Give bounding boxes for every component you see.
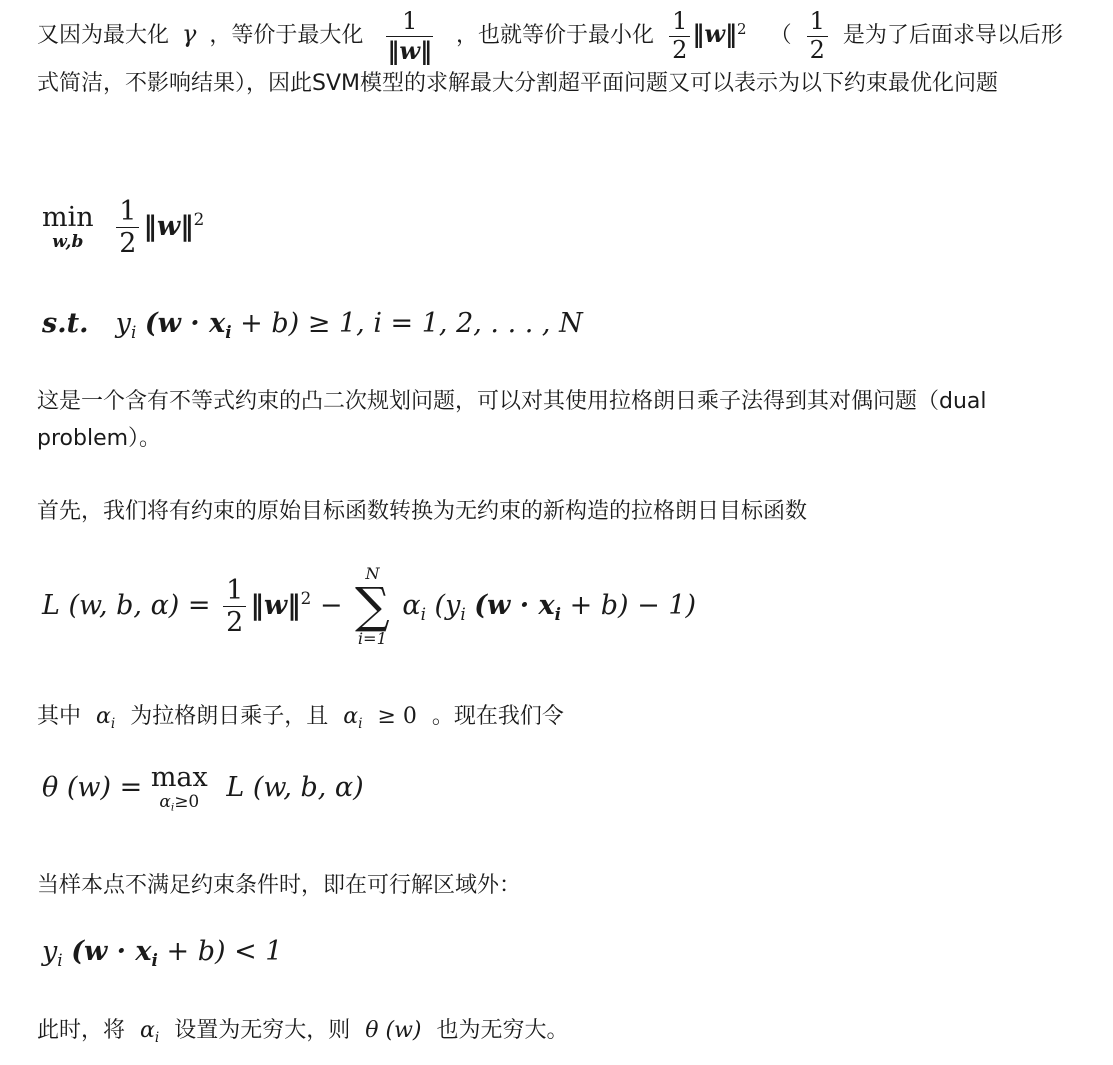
infinite-text-3: 也为无穷大。 bbox=[436, 1018, 569, 1043]
eq3-half-num: 1 bbox=[223, 575, 246, 607]
fraction-denominator: ‖w‖ bbox=[387, 35, 433, 65]
square-exponent: 2 bbox=[737, 19, 747, 38]
eq3-minus: − bbox=[319, 590, 343, 621]
eq3-dot: (w · x bbox=[474, 590, 555, 621]
infinite-text-2: 设置为无穷大，则 bbox=[174, 1018, 351, 1043]
eq1-square: 2 bbox=[193, 209, 205, 230]
paragraph-infinite bbox=[37, 1012, 1077, 1057]
fraction-numerator: 1 bbox=[386, 8, 433, 37]
p4-alpha: α bbox=[96, 704, 111, 729]
half2-denominator: 2 bbox=[809, 35, 825, 64]
min-subscript: w,b bbox=[52, 232, 84, 253]
half-denominator: 2 bbox=[672, 35, 688, 64]
sum-symbol: ∑ bbox=[355, 578, 390, 635]
equation-constraint bbox=[42, 308, 583, 342]
p6-theta: θ (w) bbox=[365, 1018, 422, 1043]
eq3-x-sub: i bbox=[554, 603, 561, 624]
intro-text-3: ，也就等价于最小化 bbox=[456, 23, 655, 49]
multiplier-text-3: 。现在我们令 bbox=[431, 704, 564, 729]
eq2-y: y bbox=[115, 308, 131, 339]
infeasible-text: 当样本点不满足约束条件时，即在可行解区域外： bbox=[37, 873, 522, 898]
p4-alpha-sub: i bbox=[110, 715, 116, 732]
equation-min-objective bbox=[42, 196, 204, 259]
eq1-half-num: 1 bbox=[116, 196, 139, 228]
eq3-tail: + b) − 1) bbox=[569, 590, 697, 621]
gamma-symbol: γ bbox=[182, 20, 197, 49]
eq3-norm-w: ‖w‖ bbox=[250, 590, 301, 621]
lagrange-text: 首先，我们将有约束的原始目标函数转换为无约束的新构造的拉格朗日目标函数 bbox=[37, 499, 808, 524]
eq3-lhs: L (w, b, α) = bbox=[42, 590, 211, 621]
p4-alpha2-sub: i bbox=[358, 715, 363, 732]
eq5-y: y bbox=[42, 936, 58, 967]
paragraph-lagrange bbox=[37, 493, 1077, 530]
eq5-y-sub: i bbox=[57, 949, 63, 970]
p4-geq: ≥ 0 bbox=[377, 704, 417, 729]
intro-text-5: 是为了后面求导以后形式简洁，不影响结果），因此SVM模型的求解最大分割超平面问题又可以表示为以下约束最优化问题 bbox=[37, 23, 1063, 97]
max-sub-tail: ≥0 bbox=[174, 792, 200, 812]
inverse-norm-fraction bbox=[384, 8, 435, 64]
eq3-alpha-sub: i bbox=[420, 603, 426, 624]
max-label: max bbox=[150, 762, 208, 793]
sum-lower: i=1 bbox=[357, 628, 387, 648]
eq3-half-den: 2 bbox=[226, 607, 244, 638]
p4-alpha2: α bbox=[343, 704, 359, 729]
p6-alpha: α bbox=[140, 1018, 155, 1043]
eq5-tail: + b) < 1 bbox=[166, 936, 283, 967]
paragraph-multiplier bbox=[37, 698, 1077, 743]
eq3-alpha: α bbox=[402, 590, 421, 621]
eq1-norm-w: ‖w‖ bbox=[143, 211, 194, 243]
eq1-half-den: 2 bbox=[119, 228, 137, 260]
eq3-y-sub: i bbox=[460, 603, 466, 624]
norm-w: ‖w‖ bbox=[692, 19, 738, 49]
dual-text: 这是一个含有不等式约束的凸二次规划问题，可以对其使用拉格朗日乘子法得到其对偶问题（dual problem）。 bbox=[37, 389, 987, 451]
half-numerator: 1 bbox=[669, 8, 690, 37]
sum-upper: N bbox=[365, 564, 380, 583]
multiplier-text-2: 为拉格朗日乘子，且 bbox=[130, 704, 329, 729]
eq4-lhs: θ (w) = bbox=[42, 772, 143, 804]
infinite-text-1: 此时，将 bbox=[37, 1018, 126, 1043]
such-that-label: s.t. bbox=[42, 308, 89, 339]
eq2-x-sub: i bbox=[225, 321, 232, 342]
half-fraction-2 bbox=[807, 8, 828, 64]
half-fraction bbox=[669, 8, 690, 64]
eq3-half-fraction bbox=[223, 575, 246, 638]
intro-text-2: ，等价于最大化 bbox=[209, 23, 364, 49]
eq2-y-sub: i bbox=[130, 321, 137, 342]
eq2-dot-product: (w · x bbox=[144, 308, 226, 339]
intro-text-1: 又因为最大化 bbox=[37, 23, 170, 49]
paragraph-infeasible bbox=[37, 867, 1077, 904]
max-subscript bbox=[159, 794, 199, 813]
min-operator bbox=[42, 204, 94, 251]
open-paren: （ bbox=[769, 23, 792, 49]
equation-theta bbox=[42, 764, 364, 813]
eq5-dot: (w · x bbox=[71, 936, 152, 967]
max-operator bbox=[151, 764, 208, 813]
eq3-square: 2 bbox=[300, 588, 312, 608]
eq5-x-sub: i bbox=[151, 949, 158, 970]
equation-violation bbox=[42, 936, 283, 970]
eq3-y: (y bbox=[434, 590, 461, 621]
paragraph-dual bbox=[37, 383, 1077, 457]
multiplier-text-1: 其中 bbox=[37, 704, 82, 729]
summation bbox=[355, 566, 390, 647]
equation-lagrangian bbox=[42, 566, 696, 647]
max-sub-alpha: α bbox=[159, 792, 171, 812]
paragraph-intro bbox=[37, 8, 1077, 104]
eq2-tail: + b) ≥ 1, i = 1, 2, . . . , N bbox=[240, 308, 583, 339]
half2-numerator: 1 bbox=[807, 8, 828, 37]
min-label: min bbox=[42, 202, 94, 234]
max-sub-i: i bbox=[170, 801, 175, 814]
p6-alpha-sub: i bbox=[154, 1029, 160, 1046]
eq1-half-fraction bbox=[116, 196, 139, 259]
eq4-rhs: L (w, b, α) bbox=[226, 772, 364, 804]
